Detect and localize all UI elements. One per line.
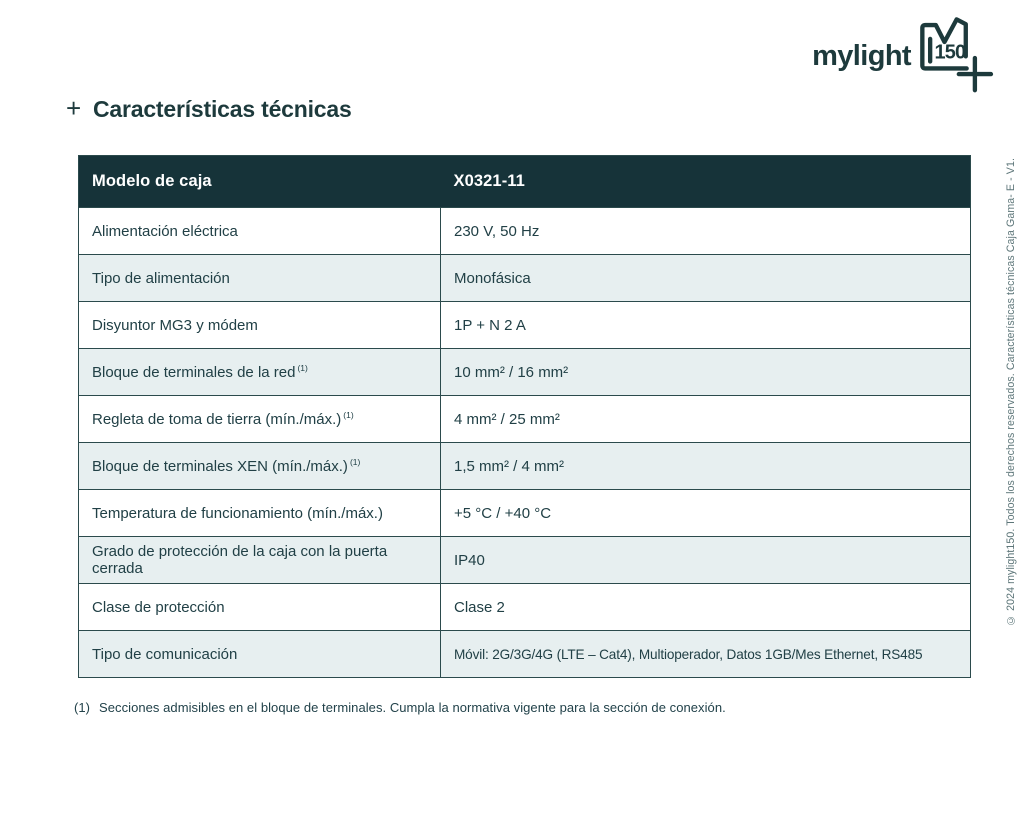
logo-number: 150 [934, 41, 966, 64]
table-row [79, 490, 971, 537]
spec-value: 10 mm² / 16 mm² [441, 349, 971, 396]
spec-label: Bloque de terminales XEN (mín./máx.) [92, 457, 348, 475]
page-title-text: Características técnicas [92, 96, 352, 122]
table-row [79, 631, 971, 678]
mylight150-logo [812, 14, 994, 96]
table-row [79, 584, 971, 631]
spec-value: Monofásica [441, 255, 971, 302]
spec-value: 230 V, 50 Hz [441, 208, 971, 255]
footnote-ref: (1) [297, 362, 308, 373]
spec-value: Clase 2 [441, 584, 971, 631]
specs-table [78, 155, 971, 678]
footnote-marker: (1) [74, 700, 91, 715]
logo-brand-text: mylight [812, 40, 911, 72]
table-header-value: X0321-11 [441, 156, 971, 208]
spec-label: Clase de protección [92, 598, 225, 616]
spec-value: Móvil: 2G/3G/4G (LTE – Cat4), Multioperador, Datos 1GB/Mes Ethernet, RS485 [441, 631, 971, 678]
copyright-vertical-note [1005, 152, 1017, 632]
table-row [79, 443, 971, 490]
plus-icon: + [66, 93, 81, 123]
spec-value: 1,5 mm² / 4 mm² [441, 443, 971, 490]
table-row [79, 208, 971, 255]
table-header-model: Modelo de caja [79, 156, 441, 208]
spec-label: Tipo de comunicación [92, 645, 238, 663]
specs-table-body [79, 208, 971, 678]
spec-label: Bloque de terminales de la red [92, 363, 296, 381]
spec-label: Alimentación eléctrica [92, 222, 238, 240]
spec-value: 1P + N 2 A [441, 302, 971, 349]
spec-value: 4 mm² / 25 mm² [441, 396, 971, 443]
logo-m150-icon [918, 14, 994, 96]
spec-label: Temperatura de funcionamiento (mín./máx.) [92, 504, 383, 522]
page-title [66, 94, 352, 125]
spec-value: +5 °C / +40 °C [441, 490, 971, 537]
table-row [79, 255, 971, 302]
table-row [79, 349, 971, 396]
spec-value: IP40 [441, 537, 971, 584]
footnote [74, 700, 726, 715]
table-row [79, 302, 971, 349]
spec-label: Regleta de toma de tierra (mín./máx.) [92, 410, 342, 428]
spec-label: Tipo de alimentación [92, 269, 230, 287]
copyright-text: © 2024 mylight150. Todos los derechos reservados. Características técnicas Caja Gama- E - V1. [1005, 157, 1017, 626]
spec-label: Disyuntor MG3 y módem [92, 316, 258, 334]
footnote-ref: (1) [349, 456, 361, 467]
table-row [79, 537, 971, 584]
footnote-ref: (1) [343, 409, 354, 420]
footnote-text: Secciones admisibles en el bloque de terminales. Cumpla la normativa vigente para la sección de conexión. [99, 700, 726, 715]
spec-label: Grado de protección de la caja con la puerta cerrada [92, 543, 388, 577]
table-header-row [79, 156, 971, 208]
table-row [79, 396, 971, 443]
